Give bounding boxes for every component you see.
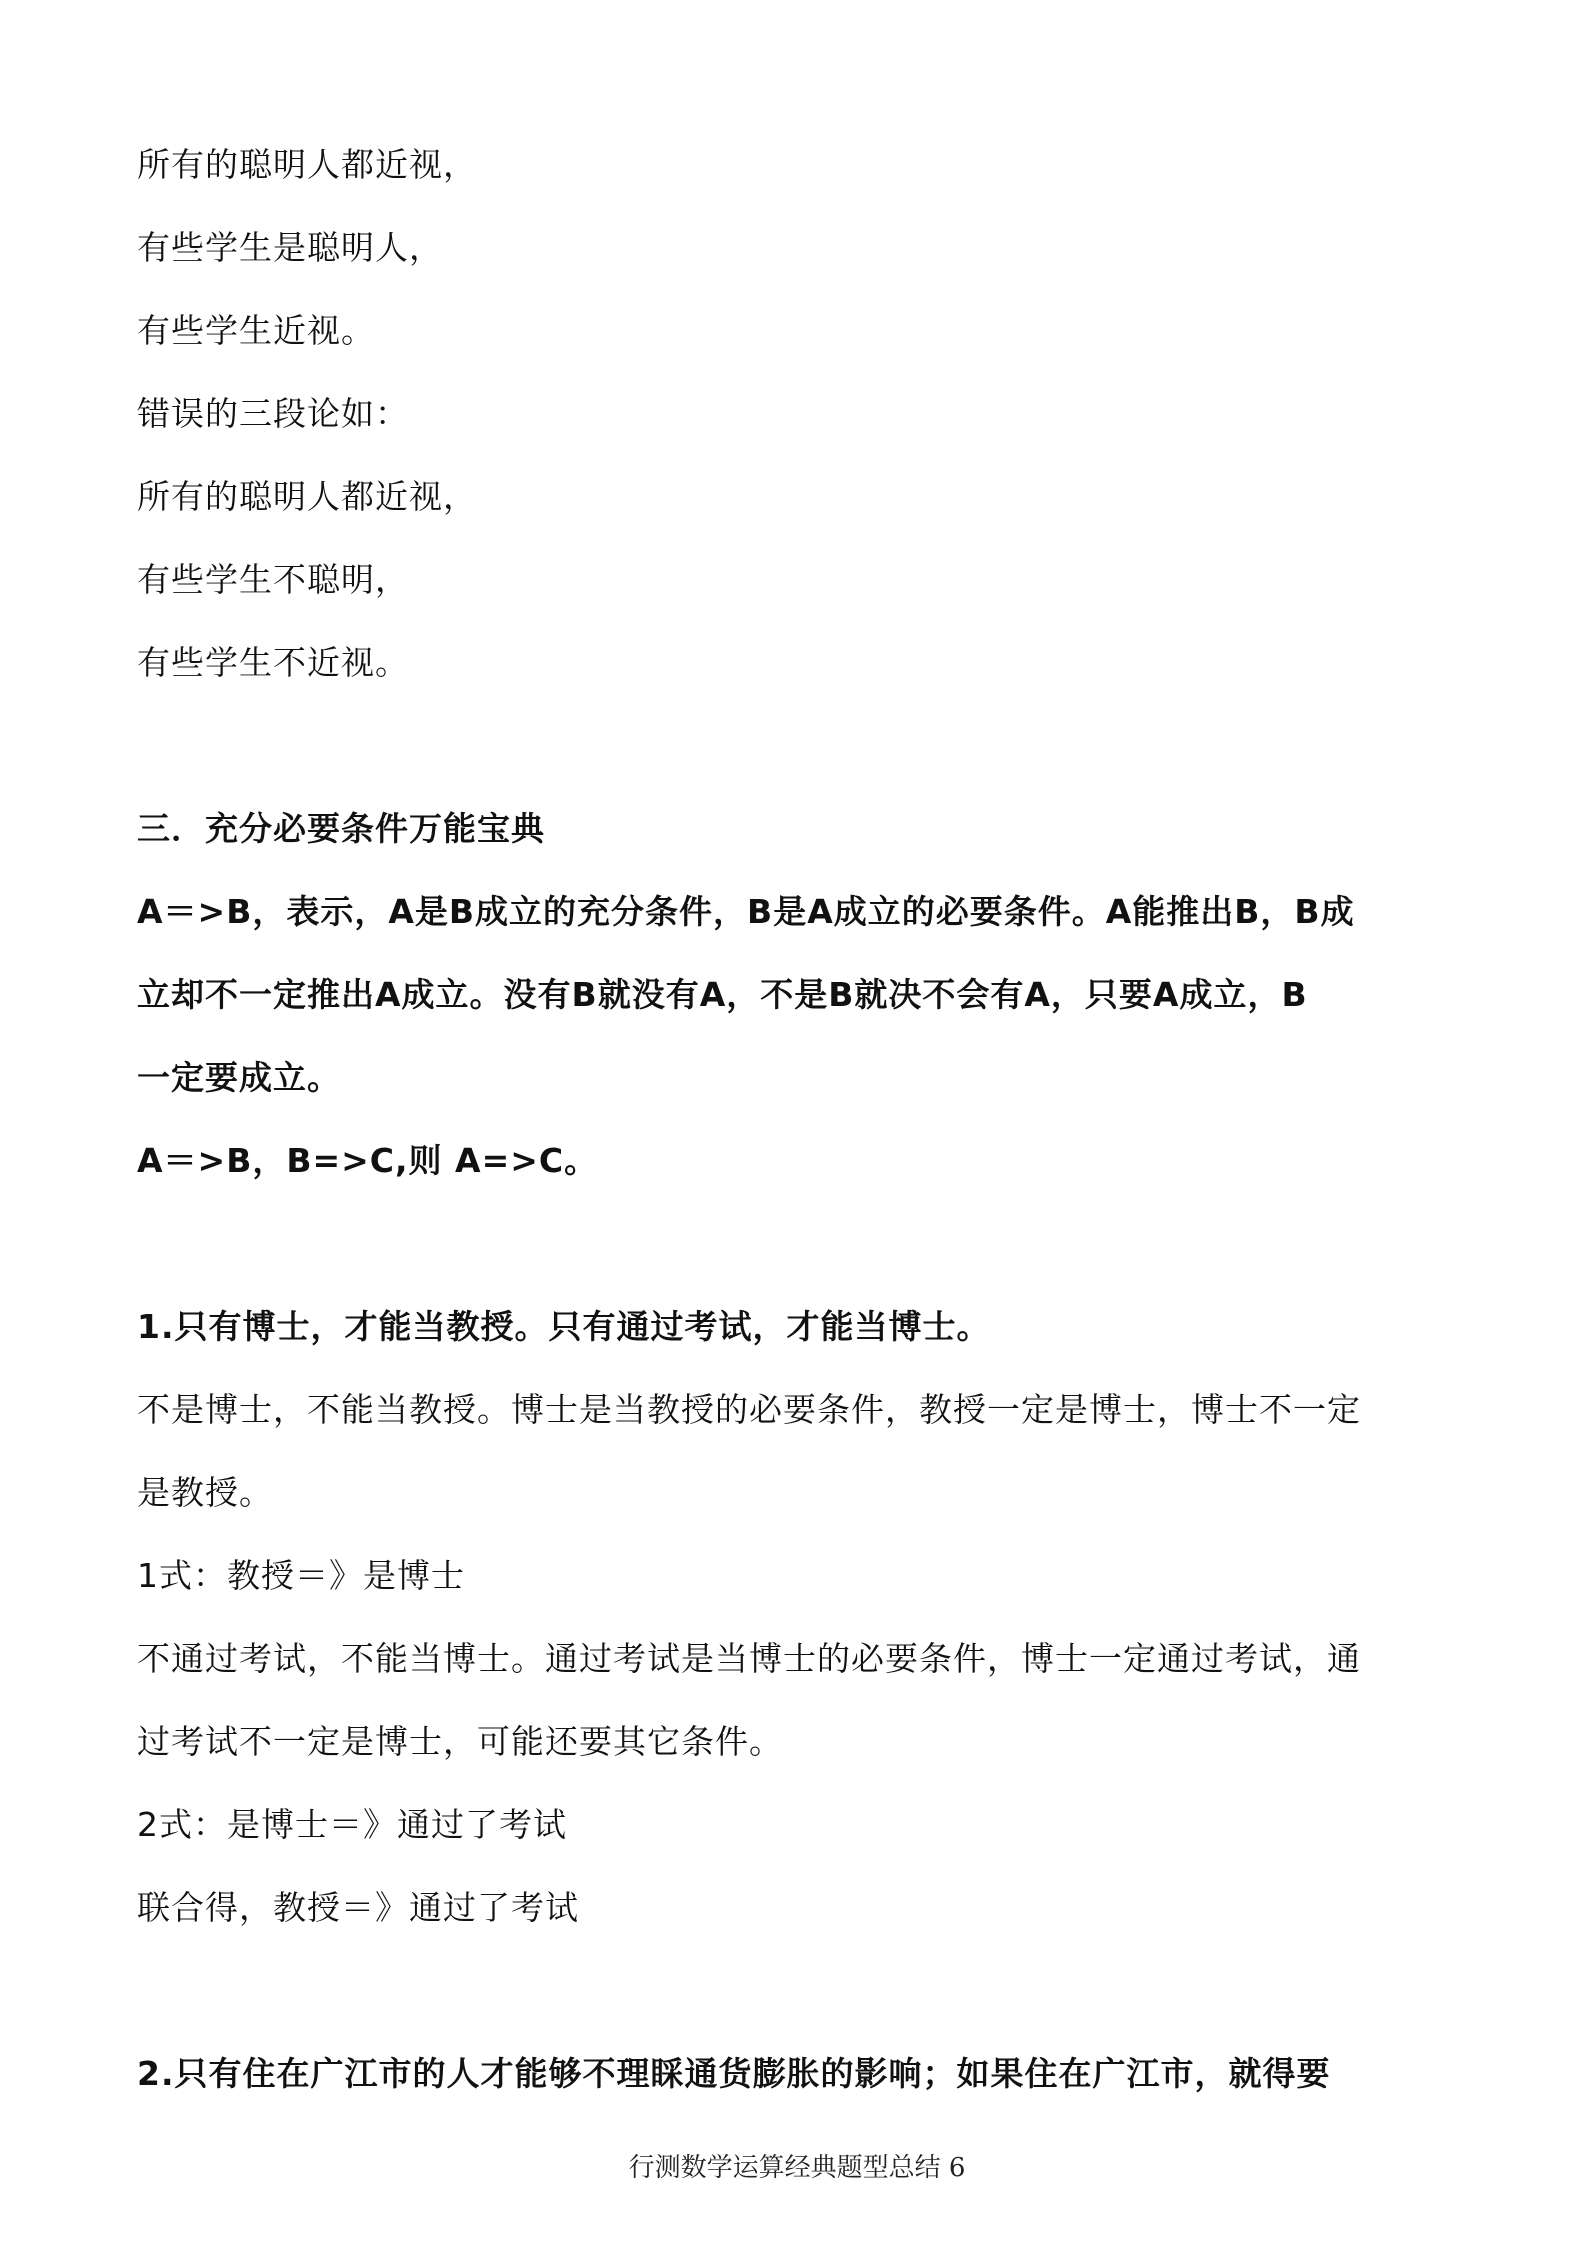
example-1-title: 1.只有博士，才能当教授。只有通过考试，才能当博士。 <box>137 1307 991 1346</box>
section-3-formula: A＝>B，B=>C,则 A=>C。 <box>137 1141 599 1180</box>
example-1-explain-2-line-1: 不通过考试，不能当博士。通过考试是当博士的必要条件，博士一定通过考试，通 <box>137 1639 1361 1678</box>
example-1-explain-1-line-2: 是教授。 <box>137 1473 273 1512</box>
section-3-para-line-3: 一定要成立。 <box>137 1058 341 1097</box>
example-2-title: 2.只有住在广江市的人才能够不理睬通货膨胀的影响；如果住在广江市，就得要 <box>137 2054 1331 2093</box>
example-1-explain-2-line-2: 过考试不一定是博士，可能还要其它条件。 <box>137 1722 783 1761</box>
syllogism-correct-line-2: 有些学生是聪明人， <box>137 228 443 267</box>
example-1-combined: 联合得，教授＝》通过了考试 <box>137 1888 579 1927</box>
syllogism-wrong-line-2: 有些学生不聪明， <box>137 560 409 599</box>
syllogism-wrong-intro: 错误的三段论如： <box>137 394 409 433</box>
syllogism-wrong-line-3: 有些学生不近视。 <box>137 643 409 682</box>
section-3-para-line-2: 立却不一定推出A成立。没有B就没有A，不是B就决不会有A，只要A成立，B <box>137 975 1308 1014</box>
example-1-formula-2: 2式：是博士＝》通过了考试 <box>137 1805 567 1844</box>
example-1-formula-1: 1式：教授＝》是博士 <box>137 1556 465 1595</box>
page-footer: 行测数学运算经典题型总结 6 <box>628 2153 966 2183</box>
syllogism-correct-line-1: 所有的聪明人都近视， <box>137 145 477 184</box>
example-1-explain-1-line-1: 不是博士，不能当教授。博士是当教授的必要条件，教授一定是博士，博士不一定 <box>137 1390 1361 1429</box>
syllogism-correct-line-3: 有些学生近视。 <box>137 311 375 350</box>
section-3-heading: 三．充分必要条件万能宝典 <box>137 809 545 848</box>
syllogism-wrong-line-1: 所有的聪明人都近视， <box>137 477 477 516</box>
section-3-para-line-1: A＝>B，表示，A是B成立的充分条件，B是A成立的必要条件。A能推出B，B成 <box>137 892 1355 931</box>
